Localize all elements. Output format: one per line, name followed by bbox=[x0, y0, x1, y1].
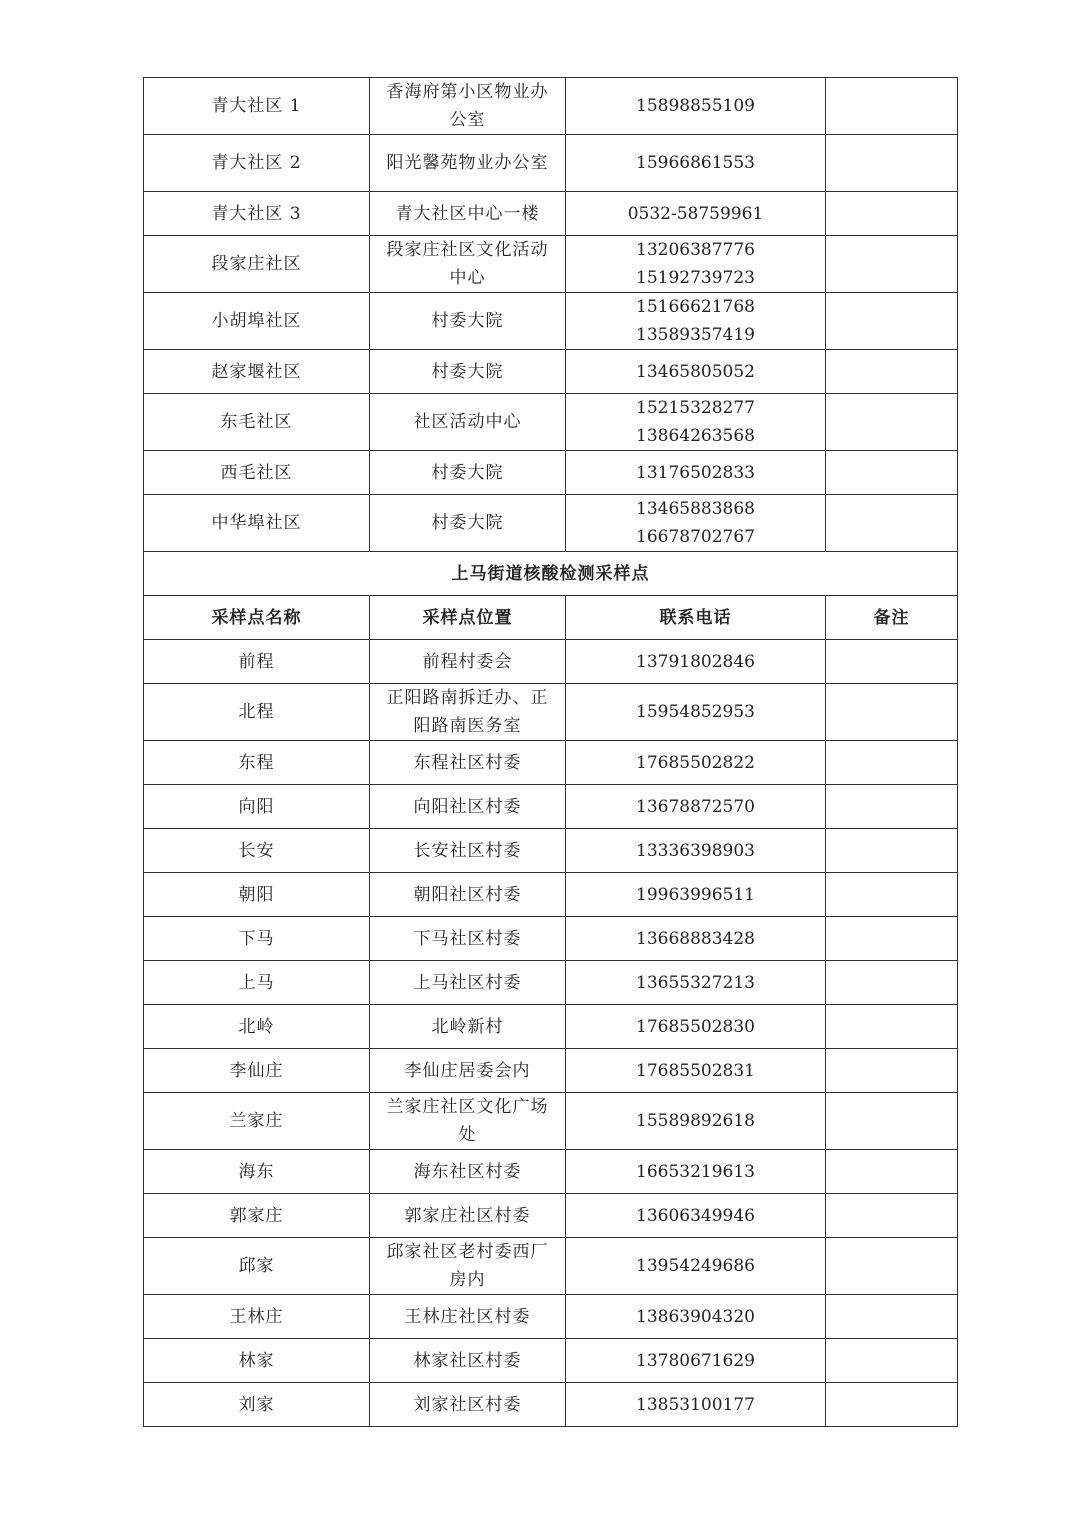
phone-cell bbox=[566, 78, 826, 135]
note-cell bbox=[826, 961, 958, 1005]
site-location-cell: 青大社区中心一楼 bbox=[370, 192, 566, 236]
note-cell bbox=[826, 1383, 958, 1427]
phone-cell bbox=[566, 394, 826, 451]
site-location-cell: 东程社区村委 bbox=[370, 741, 566, 785]
phone-number: 13206387776 bbox=[636, 240, 755, 260]
phone-cell bbox=[566, 640, 826, 684]
site-name-cell: 上马 bbox=[144, 961, 370, 1005]
site-name-cell: 青大社区 1 bbox=[144, 78, 370, 135]
phone-number: 15898855109 bbox=[636, 96, 755, 116]
phone-number: 15954852953 bbox=[636, 702, 755, 722]
phone-number: 13853100177 bbox=[636, 1394, 755, 1415]
phone-number: 13791802846 bbox=[636, 651, 755, 672]
phone-cell bbox=[566, 293, 826, 350]
phone-number: 17685502822 bbox=[636, 752, 755, 773]
phone-number: 13864263568 bbox=[636, 426, 755, 446]
phone-number: 13336398903 bbox=[636, 840, 755, 861]
header-location: 采样点位置 bbox=[370, 596, 566, 640]
table-row bbox=[144, 1150, 958, 1194]
site-name-cell: 郭家庄 bbox=[144, 1194, 370, 1238]
note-cell bbox=[826, 451, 958, 495]
site-name-cell: 刘家 bbox=[144, 1383, 370, 1427]
site-name-cell: 段家庄社区 bbox=[144, 236, 370, 293]
site-location-cell: 刘家社区村委 bbox=[370, 1383, 566, 1427]
phone-number: 17685502831 bbox=[636, 1060, 755, 1081]
note-cell bbox=[826, 350, 958, 394]
section-title: 上马街道核酸检测采样点 bbox=[144, 552, 958, 596]
site-name-cell: 王林庄 bbox=[144, 1295, 370, 1339]
site-location-cell: 村委大院 bbox=[370, 350, 566, 394]
table-row bbox=[144, 1295, 958, 1339]
note-cell bbox=[826, 192, 958, 236]
table-row bbox=[144, 495, 958, 552]
section-block bbox=[144, 552, 958, 640]
table-row bbox=[144, 350, 958, 394]
site-name-cell: 青大社区 2 bbox=[144, 135, 370, 192]
note-cell bbox=[826, 917, 958, 961]
note-cell bbox=[826, 741, 958, 785]
site-name-cell: 西毛社区 bbox=[144, 451, 370, 495]
site-location-cell: 王林庄社区村委 bbox=[370, 1295, 566, 1339]
phone-cell bbox=[566, 236, 826, 293]
phone-cell bbox=[566, 495, 826, 552]
site-location-cell: 前程村委会 bbox=[370, 640, 566, 684]
table-row bbox=[144, 829, 958, 873]
phone-cell bbox=[566, 192, 826, 236]
note-cell bbox=[826, 1005, 958, 1049]
table-row bbox=[144, 192, 958, 236]
site-name-cell: 北岭 bbox=[144, 1005, 370, 1049]
note-cell bbox=[826, 640, 958, 684]
table-row bbox=[144, 961, 958, 1005]
site-location-cell: 段家庄社区文化活动中心 bbox=[370, 236, 566, 293]
note-cell bbox=[826, 1150, 958, 1194]
site-location-cell: 社区活动中心 bbox=[370, 394, 566, 451]
table-row bbox=[144, 236, 958, 293]
note-cell bbox=[826, 829, 958, 873]
note-cell bbox=[826, 78, 958, 135]
phone-cell bbox=[566, 829, 826, 873]
site-location-cell: 郭家庄社区村委 bbox=[370, 1194, 566, 1238]
phone-number: 13678872570 bbox=[636, 796, 755, 817]
site-location-cell: 长安社区村委 bbox=[370, 829, 566, 873]
bottom-rows bbox=[144, 640, 958, 1427]
phone-cell bbox=[566, 1005, 826, 1049]
site-location-cell: 下马社区村委 bbox=[370, 917, 566, 961]
table-row bbox=[144, 917, 958, 961]
phone-cell bbox=[566, 1194, 826, 1238]
site-location-cell: 朝阳社区村委 bbox=[370, 873, 566, 917]
table-row bbox=[144, 873, 958, 917]
note-cell bbox=[826, 1194, 958, 1238]
note-cell bbox=[826, 236, 958, 293]
site-name-cell: 赵家堰社区 bbox=[144, 350, 370, 394]
table-row bbox=[144, 293, 958, 350]
top-rows bbox=[144, 78, 958, 552]
sampling-points-table bbox=[143, 77, 958, 1427]
header-phone: 联系电话 bbox=[566, 596, 826, 640]
phone-cell bbox=[566, 684, 826, 741]
site-location-cell: 上马社区村委 bbox=[370, 961, 566, 1005]
table-row bbox=[144, 135, 958, 192]
table-row bbox=[144, 1194, 958, 1238]
header-note: 备注 bbox=[826, 596, 958, 640]
phone-number: 13863904320 bbox=[636, 1306, 755, 1327]
phone-number: 15192739723 bbox=[636, 268, 755, 288]
phone-cell bbox=[566, 1383, 826, 1427]
site-name-cell: 东程 bbox=[144, 741, 370, 785]
table-row bbox=[144, 1049, 958, 1093]
phone-cell bbox=[566, 135, 826, 192]
phone-cell bbox=[566, 451, 826, 495]
phone-cell bbox=[566, 1238, 826, 1295]
site-location-cell: 村委大院 bbox=[370, 293, 566, 350]
site-location-cell: 邱家社区老村委西厂房内 bbox=[370, 1238, 566, 1295]
phone-number: 13589357419 bbox=[636, 325, 755, 345]
phone-number: 15215328277 bbox=[636, 398, 755, 418]
section-title-row bbox=[144, 552, 958, 596]
note-cell bbox=[826, 495, 958, 552]
note-cell bbox=[826, 1339, 958, 1383]
phone-number: 13954249686 bbox=[636, 1256, 755, 1276]
phone-cell bbox=[566, 1049, 826, 1093]
table-row bbox=[144, 451, 958, 495]
note-cell bbox=[826, 394, 958, 451]
table-row bbox=[144, 1238, 958, 1295]
note-cell bbox=[826, 1238, 958, 1295]
site-name-cell: 北程 bbox=[144, 684, 370, 741]
table-row bbox=[144, 394, 958, 451]
table-row bbox=[144, 741, 958, 785]
site-name-cell: 向阳 bbox=[144, 785, 370, 829]
phone-number: 13668883428 bbox=[636, 928, 755, 949]
table-row bbox=[144, 1339, 958, 1383]
phone-cell bbox=[566, 785, 826, 829]
site-name-cell: 下马 bbox=[144, 917, 370, 961]
table-row bbox=[144, 684, 958, 741]
site-name-cell: 李仙庄 bbox=[144, 1049, 370, 1093]
table-row bbox=[144, 78, 958, 135]
site-location-cell: 向阳社区村委 bbox=[370, 785, 566, 829]
site-location-cell: 阳光馨苑物业办公室 bbox=[370, 135, 566, 192]
note-cell bbox=[826, 1093, 958, 1150]
note-cell bbox=[826, 1295, 958, 1339]
note-cell bbox=[826, 785, 958, 829]
phone-cell bbox=[566, 1150, 826, 1194]
site-location-cell: 北岭新村 bbox=[370, 1005, 566, 1049]
table-row bbox=[144, 640, 958, 684]
site-name-cell: 长安 bbox=[144, 829, 370, 873]
phone-number: 19963996511 bbox=[636, 884, 755, 905]
site-name-cell: 前程 bbox=[144, 640, 370, 684]
phone-number: 15166621768 bbox=[636, 297, 755, 317]
phone-cell bbox=[566, 917, 826, 961]
site-name-cell: 邱家 bbox=[144, 1238, 370, 1295]
note-cell bbox=[826, 1049, 958, 1093]
table-row bbox=[144, 1383, 958, 1427]
note-cell bbox=[826, 135, 958, 192]
phone-number: 16678702767 bbox=[636, 527, 755, 547]
table-row bbox=[144, 1005, 958, 1049]
site-location-cell: 兰家庄社区文化广场处 bbox=[370, 1093, 566, 1150]
phone-cell bbox=[566, 350, 826, 394]
table-row bbox=[144, 785, 958, 829]
site-name-cell: 兰家庄 bbox=[144, 1093, 370, 1150]
phone-number: 13780671629 bbox=[636, 1350, 755, 1371]
header-name: 采样点名称 bbox=[144, 596, 370, 640]
header-row bbox=[144, 596, 958, 640]
site-location-cell: 李仙庄居委会内 bbox=[370, 1049, 566, 1093]
phone-number: 13465883868 bbox=[636, 499, 755, 519]
phone-number: 15589892618 bbox=[636, 1111, 755, 1131]
phone-number: 13465805052 bbox=[636, 361, 755, 382]
site-location-cell: 村委大院 bbox=[370, 451, 566, 495]
site-name-cell: 小胡埠社区 bbox=[144, 293, 370, 350]
site-name-cell: 林家 bbox=[144, 1339, 370, 1383]
phone-number: 16653219613 bbox=[636, 1161, 755, 1182]
phone-cell bbox=[566, 873, 826, 917]
phone-cell bbox=[566, 1093, 826, 1150]
site-location-cell: 村委大院 bbox=[370, 495, 566, 552]
site-location-cell: 林家社区村委 bbox=[370, 1339, 566, 1383]
site-name-cell: 海东 bbox=[144, 1150, 370, 1194]
phone-number: 17685502830 bbox=[636, 1016, 755, 1037]
site-name-cell: 朝阳 bbox=[144, 873, 370, 917]
phone-cell bbox=[566, 1295, 826, 1339]
site-location-cell: 正阳路南拆迁办、正阳路南医务室 bbox=[370, 684, 566, 741]
site-location-cell: 香海府第小区物业办公室 bbox=[370, 78, 566, 135]
note-cell bbox=[826, 873, 958, 917]
site-name-cell: 东毛社区 bbox=[144, 394, 370, 451]
phone-number: 13655327213 bbox=[636, 972, 755, 993]
site-name-cell: 中华埠社区 bbox=[144, 495, 370, 552]
phone-cell bbox=[566, 961, 826, 1005]
phone-number: 0532-58759961 bbox=[627, 203, 764, 224]
site-location-cell: 海东社区村委 bbox=[370, 1150, 566, 1194]
phone-number: 13176502833 bbox=[636, 462, 755, 483]
phone-cell bbox=[566, 1339, 826, 1383]
phone-cell bbox=[566, 741, 826, 785]
phone-number: 15966861553 bbox=[636, 153, 755, 173]
site-name-cell: 青大社区 3 bbox=[144, 192, 370, 236]
table-row bbox=[144, 1093, 958, 1150]
phone-number: 13606349946 bbox=[636, 1205, 755, 1226]
note-cell bbox=[826, 684, 958, 741]
note-cell bbox=[826, 293, 958, 350]
